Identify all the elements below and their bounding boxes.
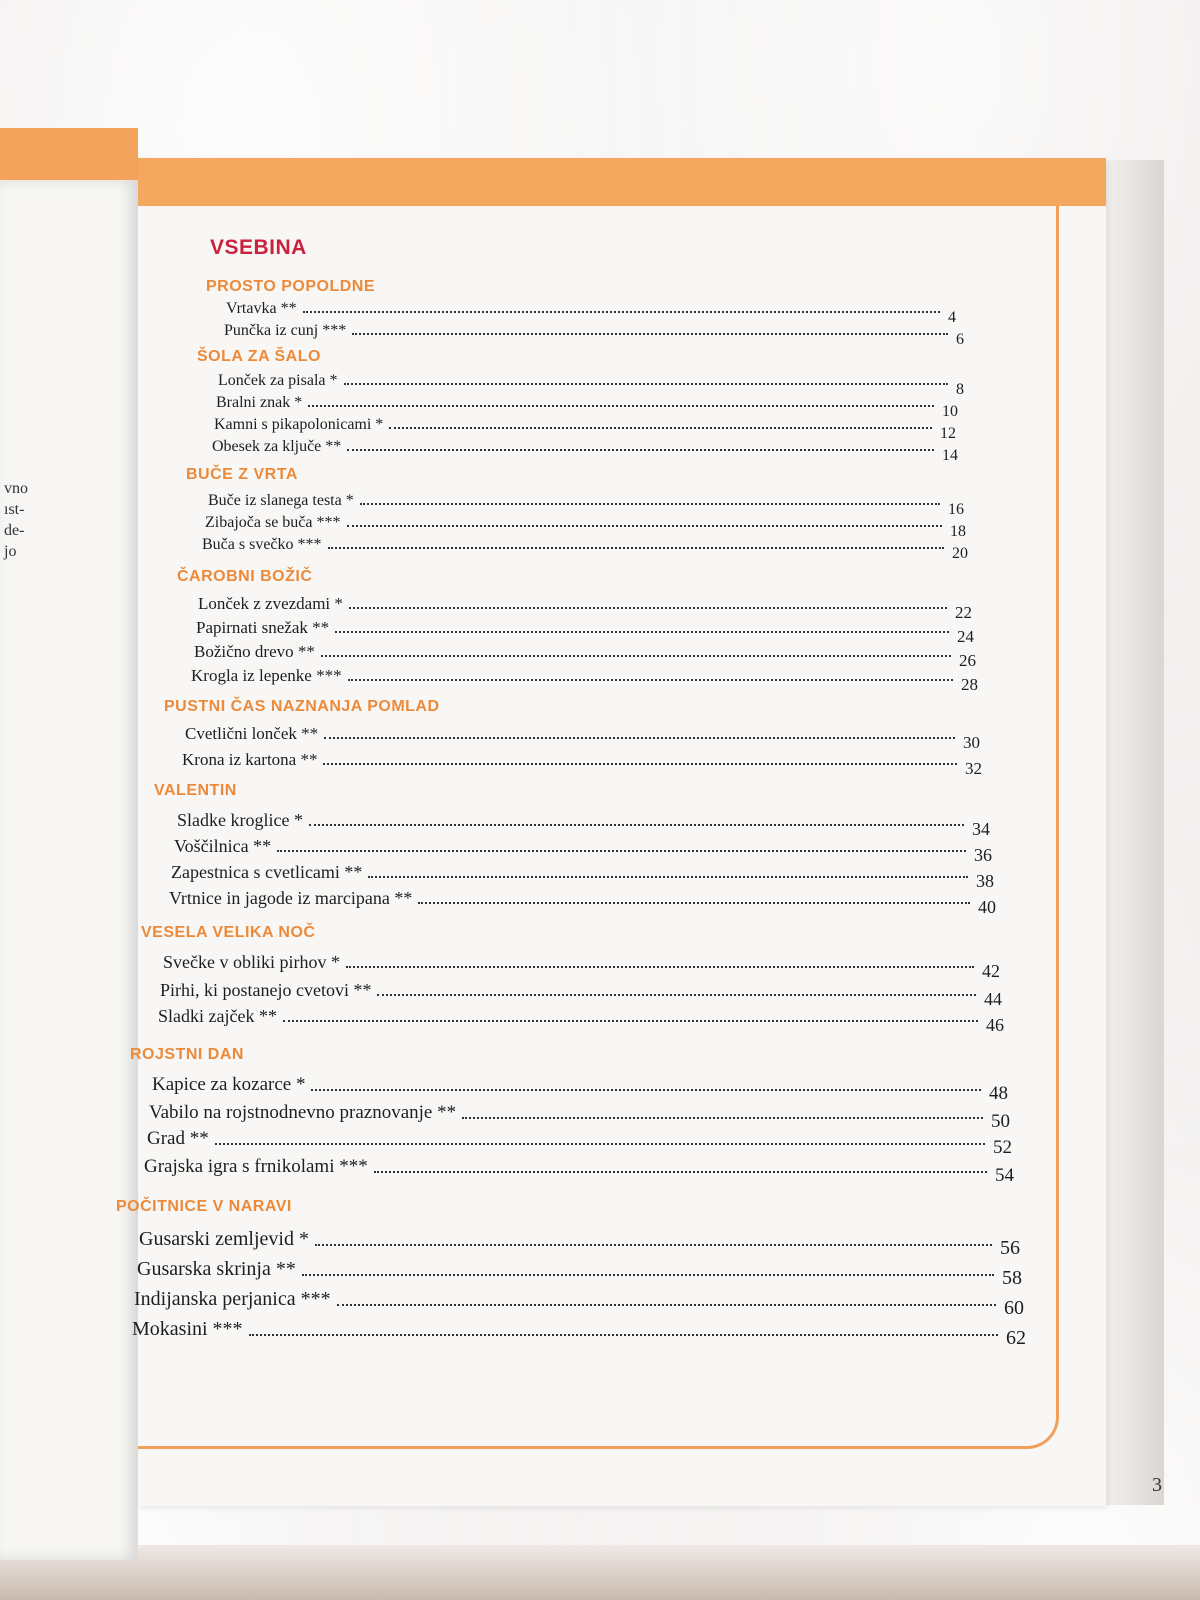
toc-entry[interactable] [158,1006,1004,1035]
entry-page-number: 48 [989,1083,1008,1104]
entry-title: Krogla iz lepenke *** [191,666,342,685]
table-of-contents [116,158,1106,1506]
entry-title: Mokasini *** [132,1318,243,1340]
entry-title: Papirnati snežak ** [196,618,330,637]
section-title: PUSTNI ČAS NAZNANJA POMLAD [164,698,440,715]
entry-title: Bralni znak * [216,394,303,411]
entry-page-number: 32 [965,759,982,778]
entry-title: Pirhi, ki postanejo cvetovi ** [160,980,372,1000]
entry-title: Božično drevo ** [194,642,315,661]
section-title: ROJSTNI DAN [130,1046,244,1063]
toc-entry[interactable] [224,322,964,348]
section-title: VESELA VELIKA NOČ [141,924,316,941]
dot-leader [347,449,934,451]
dot-leader [335,631,949,633]
entry-title: Buča s svečko *** [202,536,322,553]
entry-page-number: 40 [978,897,996,917]
dot-leader [349,607,947,609]
entry-page-number: 46 [986,1015,1004,1035]
entry-title: Obesek za ključe ** [212,438,342,455]
entry-title: Gusarska skrinja ** [137,1258,296,1280]
left-page [0,128,138,1560]
entry-page-number: 14 [942,447,958,464]
toc-entry[interactable] [218,372,964,398]
dot-leader [323,763,957,765]
entry-title: Krona iz kartona ** [182,750,318,769]
entry-title: Lonček za pisala * [218,372,338,389]
toc-entry[interactable] [160,980,1002,1009]
entry-title: Zapestnica s cvetlicami ** [171,862,363,882]
entry-title: Kapice za kozarce * [152,1074,306,1095]
section-title: PROSTO POPOLDNE [206,278,376,295]
toc-entry[interactable] [169,888,996,917]
wooden-floor [0,1545,1200,1600]
entry-title: Vrtavka ** [226,300,297,317]
dot-leader [309,824,964,826]
toc-entry[interactable] [198,594,972,622]
toc-entry[interactable] [185,724,980,752]
left-fragment: de- [4,522,25,539]
toc-entry[interactable] [191,666,978,694]
left-page-text [4,478,28,562]
entry-page-number: 16 [948,501,964,518]
entry-title: Cvetlični lonček ** [185,724,319,743]
toc-entry[interactable] [149,1102,1010,1132]
entry-title: Kamni s pikapolonicami * [214,416,384,433]
left-fragment: vno [4,480,28,497]
dot-leader [344,383,949,385]
toc-entry[interactable] [196,618,974,646]
entry-title: Vabilo na rojstnodnevno praznovanje ** [149,1102,457,1123]
entry-page-number: 30 [963,733,980,752]
section-title: POČITNICE V NARAVI [116,1198,292,1215]
entry-title: Vrtnice in jagode iz marcipana ** [169,888,413,908]
left-fragment: jo [4,543,17,560]
dot-leader [315,1244,992,1246]
entry-page-number: 58 [1002,1267,1022,1289]
section-title: ŠOLA ZA ŠALO [197,348,321,365]
entry-page-number: 50 [991,1111,1010,1132]
toc-entry[interactable] [194,642,976,670]
entry-page-number: 44 [984,989,1002,1009]
entry-page-number: 10 [942,403,958,420]
entry-page-number: 38 [976,871,994,891]
toc-entry[interactable] [174,836,992,865]
entry-page-number: 42 [982,961,1000,981]
dot-leader [377,994,976,996]
entry-title: Lonček z zvezdami * [198,594,343,613]
toc-entry[interactable] [205,514,966,540]
dot-leader [346,966,974,968]
dot-leader [389,427,932,429]
dot-leader [311,1089,981,1091]
entry-page-number: 18 [950,523,966,540]
entry-page-number: 60 [1004,1297,1024,1319]
entry-title: Punčka iz cunj *** [224,322,347,339]
dot-leader [374,1171,987,1173]
toc-entry[interactable] [147,1128,1012,1158]
toc-entry[interactable] [139,1228,1020,1259]
toc-title: VSEBINA [210,236,307,259]
dot-leader [324,737,955,739]
entry-title: Sladki zajček ** [158,1006,277,1026]
entry-page-number: 6 [956,331,964,348]
toc-entry[interactable] [137,1258,1022,1289]
dot-leader [302,1274,994,1276]
toc-entry[interactable] [152,1074,1008,1104]
dot-leader [303,311,940,313]
toc-entry[interactable] [182,750,982,778]
entry-page-number: 24 [957,627,974,646]
entry-page-number: 8 [956,381,964,398]
entry-title: Voščilnica ** [174,836,272,856]
dot-leader [337,1304,996,1306]
entry-page-number: 36 [974,845,992,865]
toc-entry[interactable] [202,536,968,562]
entry-page-number: 28 [961,675,978,694]
entry-title: Gusarski zemljevid * [139,1228,309,1250]
left-fragment: ıst- [4,501,25,518]
dot-leader [418,902,970,904]
entry-page-number: 26 [959,651,976,670]
entry-page-number: 22 [955,603,972,622]
toc-entry[interactable] [177,810,990,839]
toc-entry[interactable] [212,438,958,464]
section-title: BUČE Z VRTA [186,466,298,483]
entry-title: Grad ** [147,1128,209,1149]
toc-entry[interactable] [214,416,956,442]
entry-title: Zibajoča se buča *** [205,514,341,531]
entry-title: Sladke kroglice * [177,810,303,830]
dot-leader [277,850,966,852]
toc-entry[interactable] [134,1288,1024,1319]
entry-title: Buče iz slanega testa * [208,492,354,509]
dot-leader [360,503,940,505]
entry-page-number: 56 [1000,1237,1020,1259]
dot-leader [348,679,953,681]
dot-leader [462,1117,983,1119]
toc-entry[interactable] [163,952,1000,981]
entry-title: Indijanska perjanica *** [134,1288,331,1310]
page-number: 3 [1152,1474,1162,1496]
toc-entry[interactable] [208,492,964,518]
entry-title: Svečke v obliki pirhov * [163,952,340,972]
entry-page-number: 12 [940,425,956,442]
dot-leader [352,333,948,335]
dot-leader [215,1143,985,1145]
toc-entry[interactable] [226,300,956,326]
toc-entry[interactable] [132,1318,1026,1349]
toc-entry[interactable] [171,862,994,891]
dot-leader [328,547,944,549]
toc-entry[interactable] [144,1156,1014,1186]
dot-leader [321,655,951,657]
toc-entry[interactable] [216,394,958,420]
entry-page-number: 62 [1006,1327,1026,1349]
dot-leader [347,525,943,527]
entry-page-number: 20 [952,545,968,562]
dot-leader [249,1334,998,1336]
dot-leader [283,1020,978,1022]
dot-leader [308,405,934,407]
section-title: ČAROBNI BOŽIČ [177,568,313,585]
entry-page-number: 52 [993,1137,1012,1158]
dot-leader [368,876,968,878]
entry-page-number: 54 [995,1165,1014,1186]
section-title: VALENTIN [154,782,237,799]
page-edge [1106,160,1164,1505]
contents-page [116,158,1106,1506]
entry-page-number: 34 [972,819,990,839]
entry-title: Grajska igra s frnikolami *** [144,1156,368,1177]
entry-page-number: 4 [948,309,956,326]
